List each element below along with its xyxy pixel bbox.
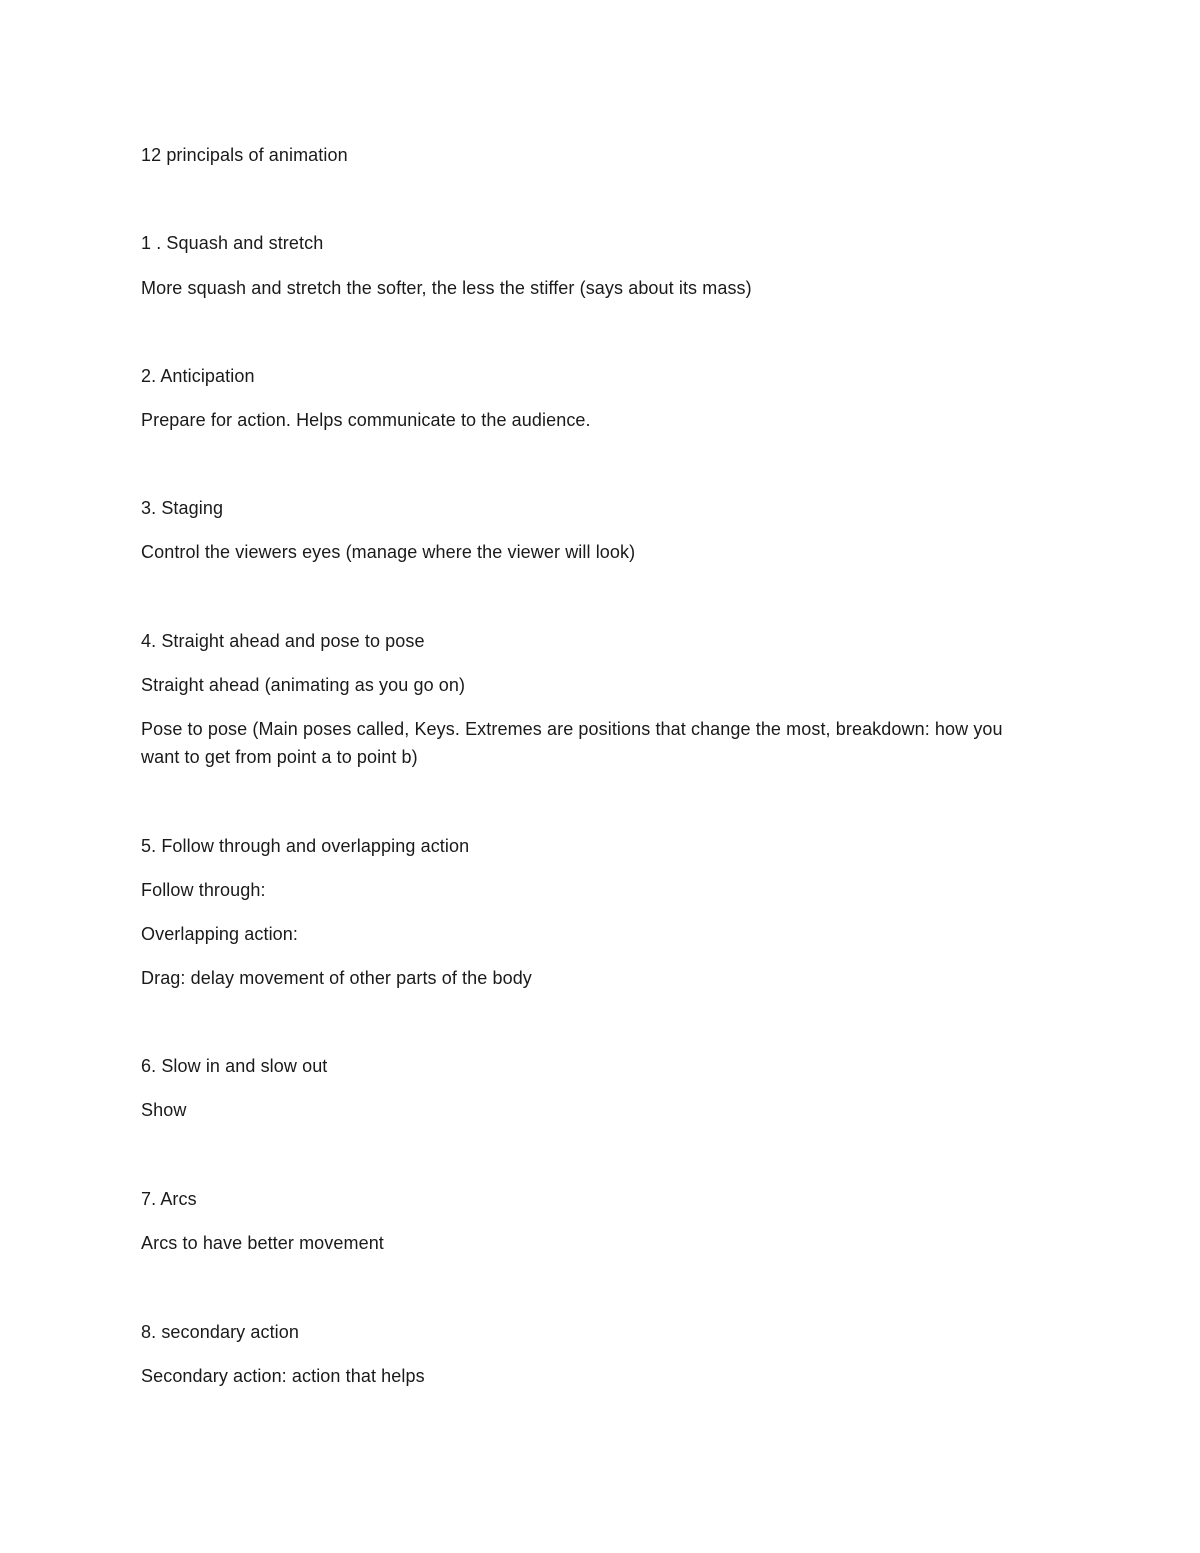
- section-heading-arcs: 7. Arcs: [141, 1189, 197, 1209]
- section-heading-squash-stretch: 1 . Squash and stretch: [141, 233, 324, 253]
- section-text: Arcs to have better movement: [141, 1233, 384, 1253]
- section-heading-staging: 3. Staging: [141, 498, 224, 518]
- section-heading-secondary-action: 8. secondary action: [141, 1322, 299, 1342]
- section-text: Pose to pose (Main poses called, Keys. Extremes are positions that change the most, breakdown: how you want to get from point a to point b): [141, 719, 1003, 767]
- section-text: Drag: delay movement of other parts of the body: [141, 968, 532, 988]
- section-text: Straight ahead (animating as you go on): [141, 675, 466, 695]
- section-heading-slow-in-out: 6. Slow in and slow out: [141, 1056, 328, 1076]
- section-text: Show: [141, 1100, 187, 1120]
- section-text: Overlapping action:: [141, 924, 298, 944]
- section-text: More squash and stretch the softer, the less the stiffer (says about its mass): [141, 278, 752, 298]
- section-text: Prepare for action. Helps communicate to the audience.: [141, 410, 591, 430]
- document-title: 12 principals of animation: [141, 145, 348, 165]
- section-text: Secondary action: action that helps: [141, 1366, 425, 1386]
- section-heading-straight-ahead: 4. Straight ahead and pose to pose: [141, 631, 425, 651]
- section-heading-anticipation: 2. Anticipation: [141, 366, 255, 386]
- section-heading-follow-through: 5. Follow through and overlapping action: [141, 836, 470, 856]
- section-text: Control the viewers eyes (manage where the viewer will look): [141, 542, 636, 562]
- section-text: Follow through:: [141, 880, 266, 900]
